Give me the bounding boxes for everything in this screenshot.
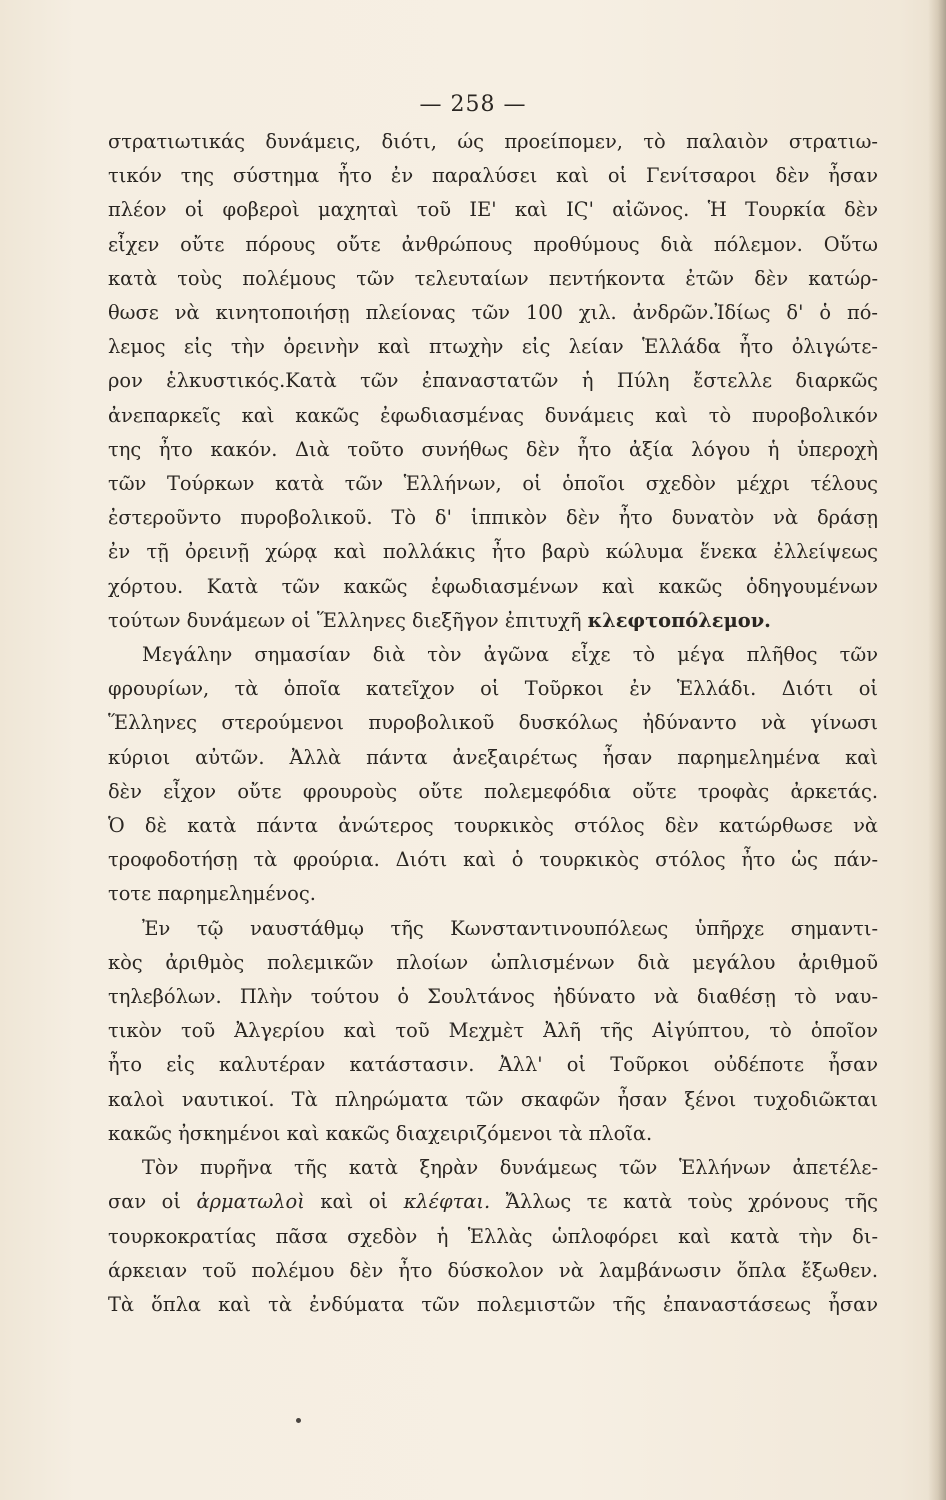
text-line: Τὸν πυρῆνα τῆς κατὰ ξηρὰν δυνάμεως τῶν Ἑλλήνων ἀπετέλε-	[142, 1156, 878, 1180]
text-line: ἦτο εἰς καλυτέραν κατάστασιν. Ἀλλ' οἱ Τοῦρκοι οὐδέποτε ἦσαν	[108, 1053, 878, 1077]
text-line: Ἐν τῷ ναυστάθμῳ τῆς Κωνσταντινουπόλεως ὑπῆρχε σημαντι-	[142, 916, 878, 940]
paragraph-4	[108, 1151, 878, 1322]
text-line: τροφοδοτήσῃ τὰ φρούρια. Διότι καὶ ὁ τουρκικὸς στόλος ἦτο ὡς πάν-	[108, 848, 878, 872]
text-line: κακῶς ἠσκημένοι καὶ κακῶς διαχειριζόμενοι τὰ πλοῖα.	[108, 1121, 653, 1145]
body-text	[108, 125, 878, 1322]
text-line: χόρτου. Κατὰ τῶν κακῶς ἐφωδιασμένων καὶ κακῶς ὁδηγουμένων	[108, 574, 878, 598]
bold-term: κλεφτοπόλεμον.	[587, 608, 771, 632]
text-line: Μεγάλην σημασίαν διὰ τὸν ἀγῶνα εἶχε τὸ μέγα πλῆθος τῶν	[142, 643, 878, 667]
text-line: Τὰ ὅπλα καὶ τὰ ἐνδύματα τῶν πολεμιστῶν τῆς ἐπαναστάσεως ἦσαν	[108, 1292, 878, 1316]
text-line: δὲν εἶχον οὔτε φρουροὺς οὔτε πολεμεφόδια οὔτε τροφὰς ἀρκετάς.	[108, 779, 878, 803]
ink-speck	[296, 1418, 301, 1423]
text-line: Ἕλληνες στερούμενοι πυροβολικοῦ δυσκόλως ἠδύναντο νὰ γίνωσι	[108, 711, 878, 735]
paragraph-1	[108, 125, 878, 638]
text-line	[108, 1185, 878, 1219]
text-line: ἐστεροῦντο πυροβολικοῦ. Τὸ δ' ἱππικὸν δὲν ἦτο δυνατὸν νὰ δράσῃ	[108, 506, 878, 530]
text-line: φρουρίων, τὰ ὁποῖα κατεῖχον οἱ Τοῦρκοι ἐν Ἑλλάδι. Διότι οἱ	[108, 677, 878, 701]
text-line	[108, 604, 878, 638]
text-line: καλοὶ ναυτικοί. Τὰ πληρώματα τῶν σκαφῶν ἦσαν ξένοι τυχοδιῶκται	[108, 1087, 878, 1111]
text-line: κατὰ τοὺς πολέμους τῶν τελευταίων πεντήκοντα ἐτῶν δὲν κατώρ-	[108, 266, 878, 290]
text-line: ἀνεπαρκεῖς καὶ κακῶς ἐφωδιασμένας δυνάμεις καὶ τὸ πυροβολικόν	[108, 403, 878, 427]
text-line: ρον ἑλκυστικός.Κατὰ τῶν ἐπαναστατῶν ἡ Πύλη ἔστελλε διαρκῶς	[108, 369, 878, 393]
text-line: ἐν τῇ ὀρεινῇ χώρᾳ καὶ πολλάκις ἦτο βαρὺ κώλυμα ἕνεκα ἐλλείψεως	[108, 540, 878, 564]
text-line: τικόν της σύστημα ἦτο ἐν παραλύσει καὶ οἱ Γενίτσαροι δὲν ἦσαν	[108, 164, 878, 188]
paragraph-3	[108, 912, 878, 1151]
text-line: άρκειαν τοῦ πολέμου δὲν ἦτο δύσκολον νὰ λαμβάνωσιν ὅπλα ἔξωθεν.	[108, 1258, 878, 1282]
text-line: πλέον οἱ φοβεροὶ μαχηταὶ τοῦ ΙΕ' καὶ ΙϚ' αἰῶνος. Ἡ Τουρκία δὲν	[108, 198, 878, 222]
text-line: κύριοι αὐτῶν. Ἀλλὰ πάντα ἀνεξαιρέτως ἦσαν παρημελημένα καὶ	[108, 745, 878, 769]
text-line: κὸς ἀριθμὸς πολεμικῶν πλοίων ὡπλισμένων διὰ μεγάλου ἀριθμοῦ	[108, 950, 878, 974]
text-line: Ὁ δὲ κατὰ πάντα ἀνώτερος τουρκικὸς στόλος δὲν κατώρθωσε νὰ	[108, 814, 878, 838]
text-line: στρατιωτικάς δυνάμεις, διότι, ώς προείπομεν, τὸ παλαιὸν στρατιω-	[108, 130, 878, 153]
italic-term: κλέφται.	[403, 1190, 491, 1214]
text-line: λεμος εἰς τὴν ὀρεινὴν καὶ πτωχὴν εἰς λείαν Ἑλλάδα ἦτο ὀλιγώτε-	[108, 335, 878, 359]
paragraph-2	[108, 638, 878, 912]
text-line: τῶν Τούρκων κατὰ τῶν Ἑλλήνων, οἱ ὁποῖοι σχεδὸν μέχρι τέλους	[108, 472, 878, 496]
text-line: τοτε παρημελημένος.	[108, 882, 316, 906]
page-number: — 258 —	[419, 92, 527, 117]
text-span: τούτων δυνάμεων οἱ Ἕλληνες διεξῆγον ἐπιτυχῆ	[108, 608, 588, 632]
italic-term: ἁρματωλοὶ	[196, 1190, 305, 1214]
text-line: θωσε νὰ κινητοποιήσῃ πλείονας τῶν 100 χιλ. ἀνδρῶν.Ἰδίως δ' ὁ πό-	[108, 301, 878, 325]
page-edge-shadow	[928, 0, 946, 1500]
text-line: εἶχεν οὔτε πόρους οὔτε ἀνθρώπους προθύμους διὰ πόλεμον. Οὕτω	[108, 232, 878, 256]
text-line: τουρκοκρατίας πᾶσα σχεδὸν ἡ Ἑλλὰς ὡπλοφόρει καὶ κατὰ τὴν δι-	[108, 1224, 878, 1248]
text-line: τηλεβόλων. Πλὴν τούτου ὁ Σουλτάνος ἠδύνατο νὰ διαθέσῃ τὸ ναυ-	[108, 985, 878, 1009]
text-line: τικὸν τοῦ Ἀλγερίου καὶ τοῦ Μεχμὲτ Ἀλῆ τῆς Αἰγύπτου, τὸ ὁποῖον	[108, 1019, 878, 1043]
text-span: καὶ οἱ	[304, 1190, 404, 1214]
text-span: σαν οἱ	[108, 1190, 197, 1214]
text-line: της ἦτο κακόν. Διὰ τοῦτο συνήθως δὲν ἦτο ἀξία λόγου ἡ ὑπεροχὴ	[108, 437, 878, 461]
text-span: Ἄλλως τε κατὰ τοὺς χρόνους τῆς	[490, 1190, 878, 1214]
